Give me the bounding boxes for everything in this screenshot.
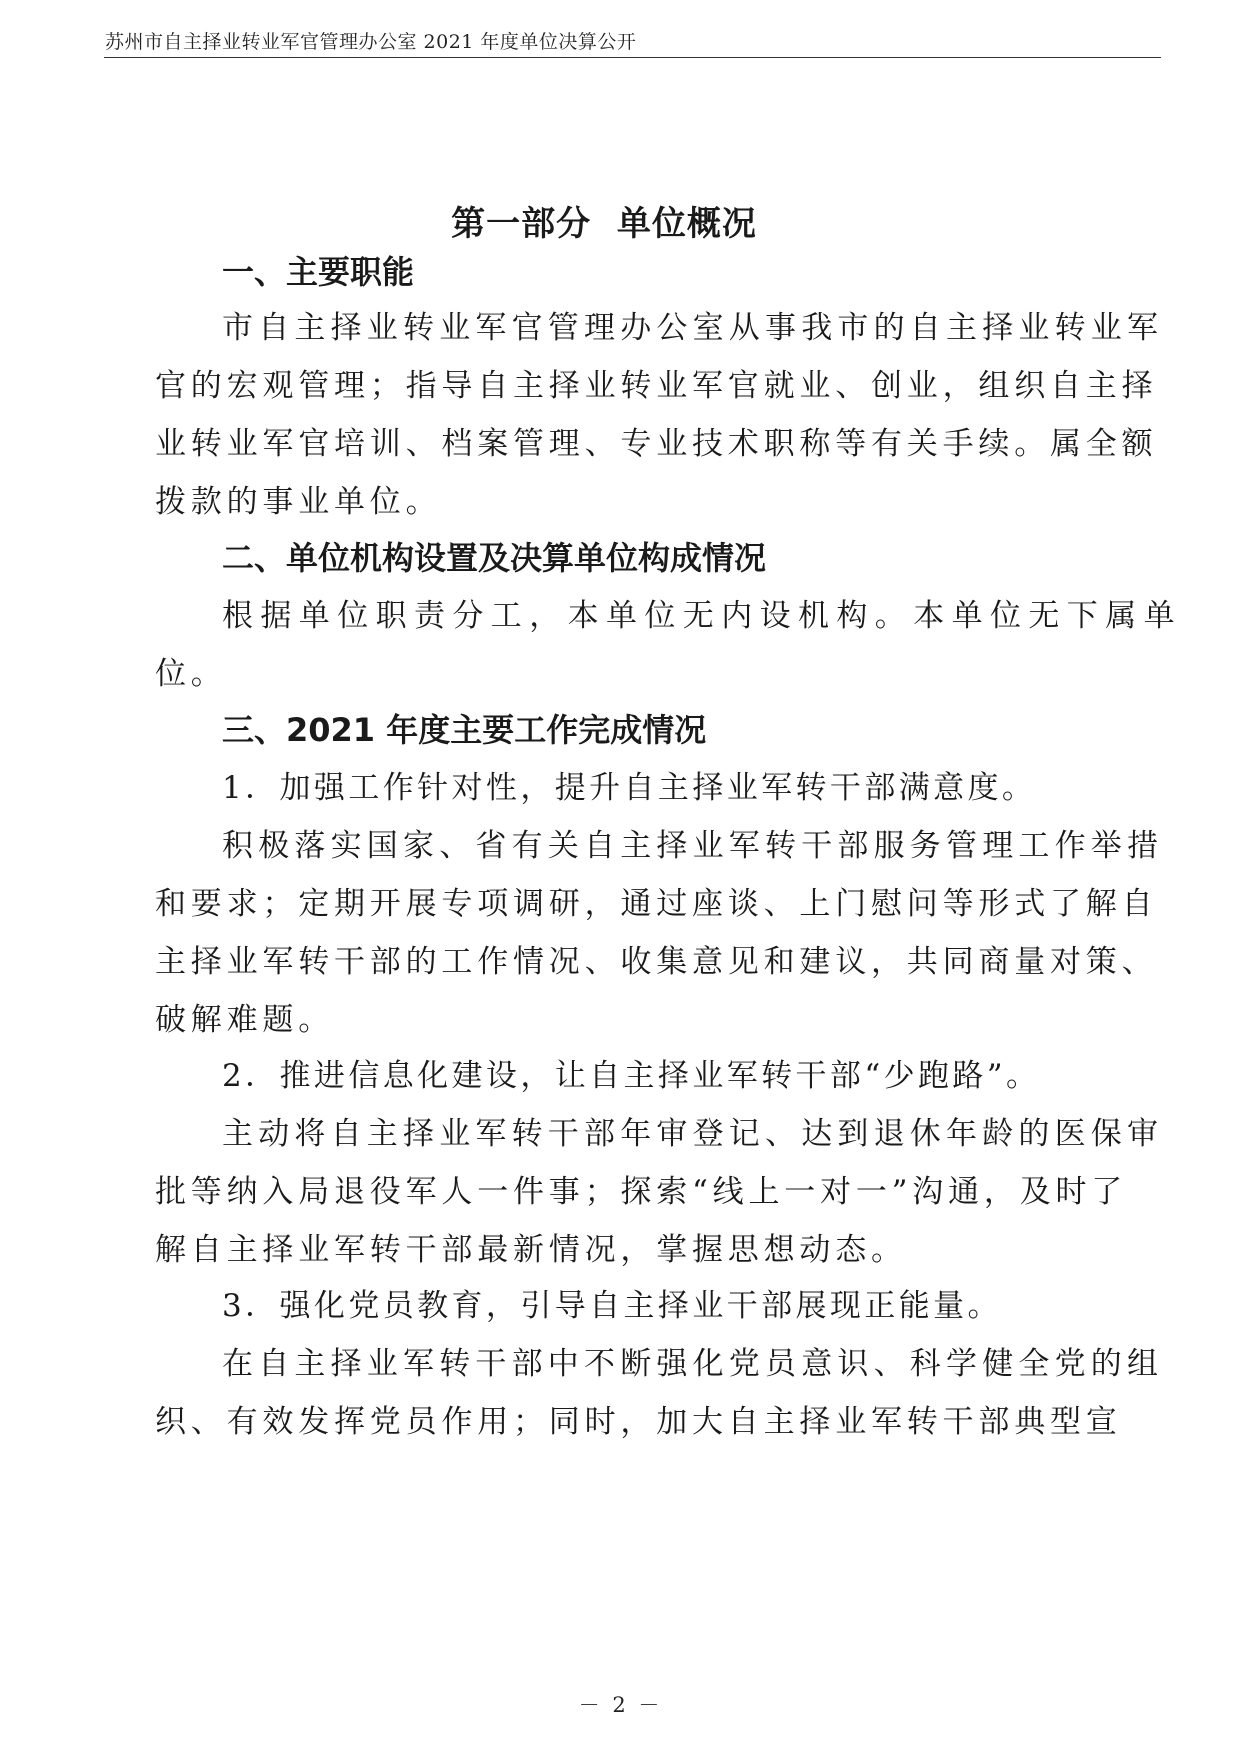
paragraph-line: 拨款的事业单位。 xyxy=(155,484,442,520)
running-header: 苏州市自主择业转业军官管理办公室 2021 年度单位决算公开 xyxy=(105,31,637,53)
paragraph-line: 主动将自主择业军转干部年审登记、达到退休年龄的医保审 xyxy=(222,1116,1164,1152)
page-title: 第一部分 单位概况 xyxy=(451,204,757,244)
paragraph-line: 位。 xyxy=(155,656,227,692)
item-title: 2．推进信息化建设，让自主择业军转干部“少跑路”。 xyxy=(222,1058,1041,1094)
item-title: 3．强化党员教育，引导自主择业干部展现正能量。 xyxy=(222,1288,1002,1324)
paragraph-line: 官的宏观管理；指导自主择业转业军官就业、创业，组织自主择 xyxy=(155,368,1158,404)
item-title: 1．加强工作针对性，提升自主择业军转干部满意度。 xyxy=(222,770,1037,806)
section-heading-structure: 二、单位机构设置及决算单位构成情况 xyxy=(222,539,767,577)
page-number: － 2 － xyxy=(578,1693,663,1717)
paragraph-line: 破解难题。 xyxy=(155,1002,334,1038)
header-rule xyxy=(104,57,1161,58)
paragraph-line: 和要求；定期开展专项调研，通过座谈、上门慰问等形式了解自 xyxy=(155,886,1158,922)
paragraph-line: 批等纳入局退役军人一件事；探索“线上一对一”沟通，及时了 xyxy=(155,1174,1128,1210)
paragraph-line: 业转业军官培训、档案管理、专业技术职称等有关手续。属全额 xyxy=(155,426,1158,462)
paragraph-line: 解自主择业军转干部最新情况，掌握思想动态。 xyxy=(155,1232,907,1268)
paragraph-line: 在自主择业军转干部中不断强化党员意识、科学健全党的组 xyxy=(222,1346,1164,1382)
paragraph-line: 主择业军转干部的工作情况、收集意见和建议，共同商量对策、 xyxy=(155,944,1158,980)
paragraph-line: 积极落实国家、省有关自主择业军转干部服务管理工作举措 xyxy=(222,828,1164,864)
paragraph-line: 市自主择业转业军官管理办公室从事我市的自主择业转业军 xyxy=(222,310,1164,346)
paragraph-line: 根据单位职责分工，本单位无内设机构。本单位无下属单 xyxy=(222,598,1182,634)
paragraph-line: 织、有效发挥党员作用；同时，加大自主择业军转干部典型宣 xyxy=(155,1404,1122,1440)
section-heading-functions: 一、主要职能 xyxy=(222,253,415,291)
section-heading-work: 三、2021 年度主要工作完成情况 xyxy=(222,711,707,749)
